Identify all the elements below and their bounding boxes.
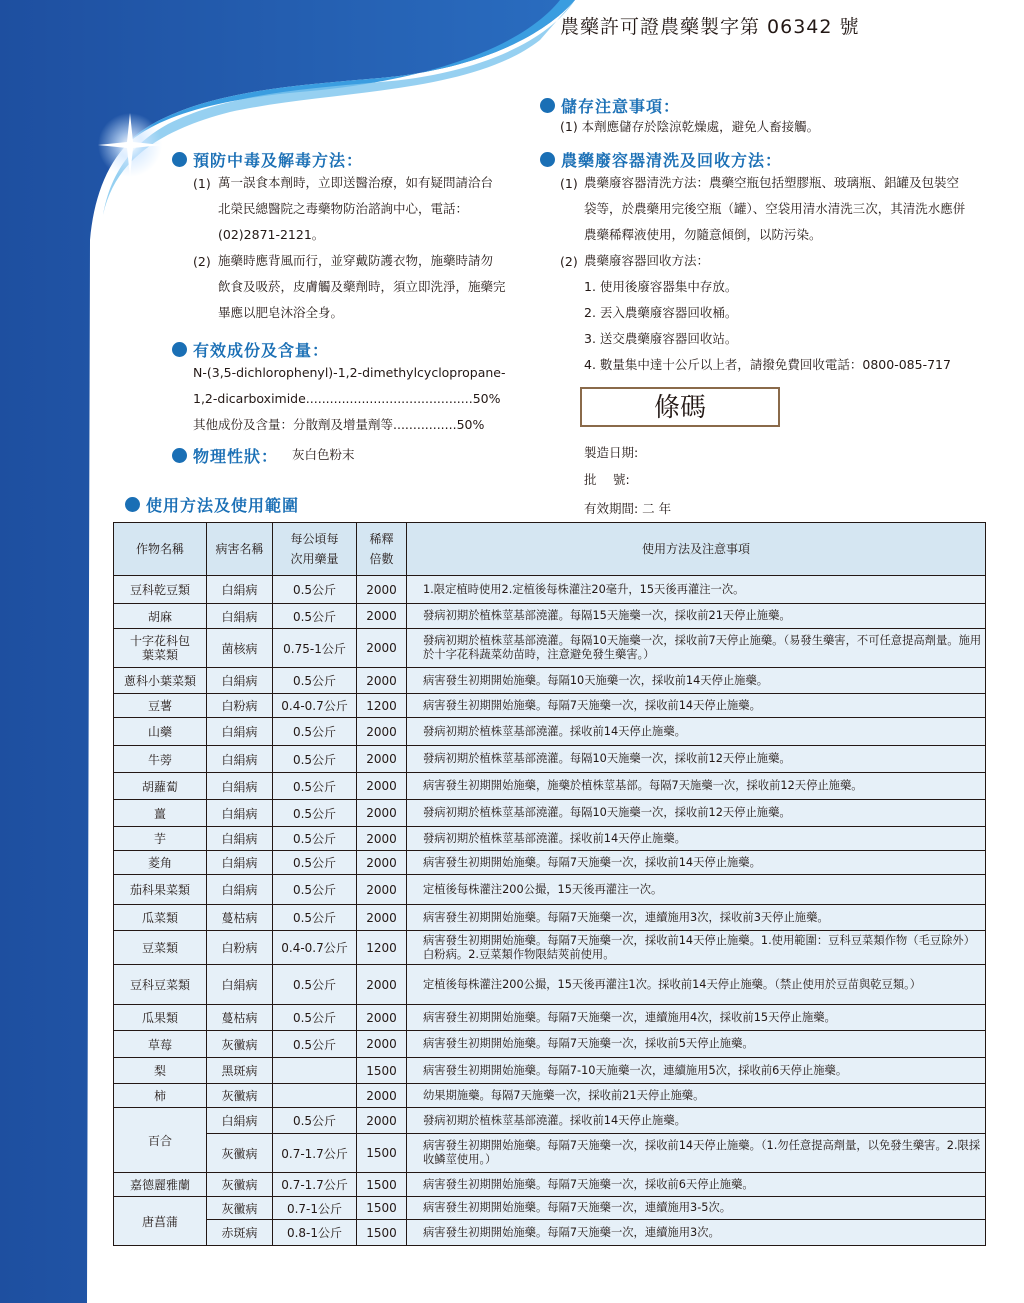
disease-cell: 白絹病 — [207, 965, 273, 1005]
crop-cell: 豆科乾豆類 — [114, 576, 207, 604]
disease-cell: 蔓枯病 — [207, 905, 273, 931]
dilution-cell: 2000 — [357, 851, 407, 875]
dosage-cell: 0.5公斤 — [273, 965, 357, 1005]
dosage-cell: 0.4-0.7公斤 — [273, 931, 357, 965]
header-dilution: 稀釋倍數 — [357, 523, 407, 576]
dilution-cell: 2000 — [357, 773, 407, 800]
table-row — [114, 1084, 986, 1108]
poison-line-4: 施藥時應背風而行，並穿戴防護衣物，施藥時請勿 — [218, 253, 494, 268]
disease-cell: 蔓枯病 — [207, 1005, 273, 1031]
header-dosage: 每公頃每次用藥量 — [273, 523, 357, 576]
crop-cell: 柿 — [114, 1084, 207, 1108]
ingredient-heading: 有效成份及含量： — [172, 338, 329, 361]
container-line-3: 農藥稀釋液使用，勿隨意傾倒，以防污染。 — [584, 227, 822, 242]
disease-cell: 灰黴病 — [207, 1173, 273, 1197]
bullet-dot-icon — [540, 152, 555, 167]
table-row — [114, 576, 986, 604]
permit-number: 農藥許可證農藥製字第 06342 號 — [560, 16, 860, 38]
disease-cell: 白絹病 — [207, 851, 273, 875]
dilution-cell: 2000 — [357, 965, 407, 1005]
method-cell: 病害發生初期開始施藥。每隔7天施藥一次，採收前14天停止施藥。1.使用範圍：豆科豆菜類作物（毛豆除外）白粉病。2.豆菜類作物限結莢前使用。 — [407, 931, 986, 965]
table-row — [114, 718, 986, 746]
poison-line-5: 飲食及吸菸，皮膚觸及藥劑時，須立即洗淨，施藥完 — [218, 279, 506, 294]
disease-cell: 白絹病 — [207, 1108, 273, 1134]
physical-heading: 物理性狀： — [172, 444, 278, 467]
method-cell: 定植後每株灌注200公撮，15天後再灌注一次。 — [407, 875, 986, 905]
dilution-cell: 2000 — [357, 905, 407, 931]
bullet-dot-icon — [540, 98, 555, 113]
method-cell: 病害發生初期開始施藥。每隔7天施藥一次，採收前5天停止施藥。 — [407, 1031, 986, 1058]
disease-cell: 灰黴病 — [207, 1134, 273, 1173]
crop-cell: 茄科果菜類 — [114, 875, 207, 905]
method-cell: 定植後每株灌注200公撮，15天後再灌注1次。採收前14天停止施藥。（禁止使用於豆苗與乾豆類。） — [407, 965, 986, 1005]
method-cell: 病害發生初期開始施藥，施藥於植株莖基部。每隔7天施藥一次，採收前12天停止施藥。 — [407, 773, 986, 800]
disease-cell: 白絹病 — [207, 746, 273, 773]
disease-cell: 灰黴病 — [207, 1197, 273, 1220]
method-cell: 病害發生初期開始施藥。每隔10天施藥一次，採收前14天停止施藥。 — [407, 668, 986, 694]
disease-cell: 白絹病 — [207, 668, 273, 694]
manufacture-date-label: 製造日期: — [584, 445, 639, 460]
dilution-cell: 1500 — [357, 1134, 407, 1173]
ingredient-line-2: 1,2-dicarboximide..........................................50% — [193, 391, 501, 406]
crop-cell: 十字花科包葉菜類 — [114, 629, 207, 668]
dosage-cell: 0.5公斤 — [273, 827, 357, 851]
crop-cell: 豆菜類 — [114, 931, 207, 965]
container-heading: 農藥廢容器清洗及回收方法： — [540, 148, 782, 171]
disease-cell: 白絹病 — [207, 604, 273, 629]
dosage-cell: 0.5公斤 — [273, 1031, 357, 1058]
method-cell: 病害發生初期開始施藥。每隔7天施藥一次，採收前14天停止施藥。 — [407, 851, 986, 875]
expiry-label: 有效期間: 二 年 — [584, 501, 672, 516]
dosage-cell: 0.5公斤 — [273, 604, 357, 629]
dilution-cell: 1200 — [357, 694, 407, 718]
table-row — [114, 1173, 986, 1197]
method-cell: 病害發生初期開始施藥。每隔7天施藥一次，採收前6天停止施藥。 — [407, 1173, 986, 1197]
crop-cell: 瓜菜類 — [114, 905, 207, 931]
dosage-cell: 0.4-0.7公斤 — [273, 694, 357, 718]
container-num-2: (2) — [560, 254, 578, 269]
table-row — [114, 851, 986, 875]
disease-cell: 灰黴病 — [207, 1084, 273, 1108]
ingredient-line-3: 其他成份及含量：分散劑及增量劑等................50% — [193, 417, 485, 432]
method-cell: 病害發生初期開始施藥。每隔7天施藥一次，連續施用3次，採收前3天停止施藥。 — [407, 905, 986, 931]
dosage-cell: 0.5公斤 — [273, 875, 357, 905]
table-row — [114, 694, 986, 718]
crop-cell: 豆薯 — [114, 694, 207, 718]
method-cell: 1.限定植時使用2.定植後每株灌注20毫升，15天後再灌注一次。 — [407, 576, 986, 604]
header-method: 使用方法及注意事項 — [407, 523, 986, 576]
dosage-cell: 0.5公斤 — [273, 576, 357, 604]
container-line-5: 1. 使用後廢容器集中存放。 — [584, 279, 738, 294]
table-row — [114, 1108, 986, 1134]
crop-cell: 嘉德麗雅蘭 — [114, 1173, 207, 1197]
dilution-cell: 2000 — [357, 668, 407, 694]
method-cell: 病害發生初期開始施藥。每隔7天施藥一次，連續施用3次。 — [407, 1220, 986, 1246]
table-row — [114, 1005, 986, 1031]
dilution-cell: 2000 — [357, 1005, 407, 1031]
poison-num-1: (1) — [193, 176, 211, 191]
crop-cell: 芋 — [114, 827, 207, 851]
dosage-cell: 0.7-1.7公斤 — [273, 1134, 357, 1173]
disease-cell: 白絹病 — [207, 875, 273, 905]
table-header-row — [114, 523, 986, 576]
header-disease: 病害名稱 — [207, 523, 273, 576]
dosage-cell: 0.5公斤 — [273, 1005, 357, 1031]
dosage-cell: 0.5公斤 — [273, 718, 357, 746]
container-line-6: 2. 丟入農藥廢容器回收桶。 — [584, 305, 738, 320]
container-line-2: 袋等，於農藥用完後空瓶（罐）、空袋用清水清洗三次，其清洗水應併 — [584, 201, 966, 216]
bullet-dot-icon — [125, 497, 140, 512]
table-row — [114, 604, 986, 629]
poison-line-2: 北榮民總醫院之毒藥物防治諮詢中心，電話： — [218, 201, 469, 216]
storage-heading: 儲存注意事項： — [540, 94, 680, 117]
crop-cell: 菱角 — [114, 851, 207, 875]
table-row — [114, 629, 986, 668]
dilution-cell: 1500 — [357, 1173, 407, 1197]
dilution-cell: 2000 — [357, 1108, 407, 1134]
disease-cell: 菌核病 — [207, 629, 273, 668]
usage-heading: 使用方法及使用範圍 — [125, 493, 299, 516]
dilution-cell: 2000 — [357, 604, 407, 629]
table-row — [114, 1031, 986, 1058]
poison-heading: 預防中毒及解毒方法： — [172, 148, 363, 171]
method-cell: 發病初期於植株莖基部澆灌。每隔10天施藥一次，採收前7天停止施藥。（易發生藥害，不可任意提高劑量。施用於十字花科蔬菜幼苗時，注意避免發生藥害。） — [407, 629, 986, 668]
disease-cell: 黑斑病 — [207, 1058, 273, 1084]
dosage-cell: 0.5公斤 — [273, 773, 357, 800]
dilution-cell: 2000 — [357, 746, 407, 773]
method-cell: 病害發生初期開始施藥。每隔7天施藥一次，採收前14天停止施藥。（1.勿任意提高劑量，以免發生藥害。2.限採收鱗莖使用。） — [407, 1134, 986, 1173]
table-row — [114, 827, 986, 851]
method-cell: 發病初期於植株莖基部澆灌。每隔10天施藥一次，採收前12天停止施藥。 — [407, 746, 986, 773]
dosage-cell: 0.8-1公斤 — [273, 1220, 357, 1246]
header-crop: 作物名稱 — [114, 523, 207, 576]
dilution-cell: 2000 — [357, 875, 407, 905]
container-num-1: (1) — [560, 176, 578, 191]
dilution-cell: 2000 — [357, 576, 407, 604]
disease-cell: 灰黴病 — [207, 1031, 273, 1058]
disease-cell: 白絹病 — [207, 718, 273, 746]
storage-line-1: (1) 本劑應儲存於陰涼乾燥處，避免人畜接觸。 — [560, 119, 820, 134]
crop-cell: 瓜果類 — [114, 1005, 207, 1031]
dosage-cell: 0.5公斤 — [273, 746, 357, 773]
dosage-cell: 0.5公斤 — [273, 1108, 357, 1134]
method-cell: 病害發生初期開始施藥。每隔7-10天施藥一次，連續施用5次，採收前6天停止施藥。 — [407, 1058, 986, 1084]
crop-cell: 胡麻 — [114, 604, 207, 629]
disease-cell: 白絹病 — [207, 800, 273, 827]
disease-cell: 白粉病 — [207, 694, 273, 718]
dosage-cell: 0.5公斤 — [273, 668, 357, 694]
table-row — [114, 668, 986, 694]
bullet-dot-icon — [172, 342, 187, 357]
physical-value: 灰白色粉末 — [292, 447, 355, 462]
table-row — [114, 1058, 986, 1084]
table-row — [114, 931, 986, 965]
method-cell: 發病初期於植株莖基部澆灌。採收前14天停止施藥。 — [407, 718, 986, 746]
dosage-cell: 0.5公斤 — [273, 905, 357, 931]
crop-cell: 唐菖蒲 — [114, 1197, 207, 1246]
ingredient-line-1: N-(3,5-dichlorophenyl)-1,2-dimethylcyclopropane- — [193, 365, 506, 380]
bullet-dot-icon — [172, 152, 187, 167]
dosage-cell: 0.7-1公斤 — [273, 1197, 357, 1220]
disease-cell: 白絹病 — [207, 773, 273, 800]
crop-cell: 牛蒡 — [114, 746, 207, 773]
dilution-cell: 2000 — [357, 1084, 407, 1108]
disease-cell: 白粉病 — [207, 931, 273, 965]
dilution-cell: 2000 — [357, 800, 407, 827]
dilution-cell: 1500 — [357, 1197, 407, 1220]
crop-cell: 梨 — [114, 1058, 207, 1084]
table-row — [114, 965, 986, 1005]
bullet-dot-icon — [172, 448, 187, 463]
method-cell: 病害發生初期開始施藥。每隔7天施藥一次，連續施用3-5次。 — [407, 1197, 986, 1220]
table-row — [114, 875, 986, 905]
crop-cell: 百合 — [114, 1108, 207, 1173]
method-cell: 發病初期於植株莖基部澆灌。採收前14天停止施藥。 — [407, 827, 986, 851]
poison-line-3: (02)2871-2121。 — [218, 227, 325, 242]
container-line-1: 農藥廢容器清洗方法：農藥空瓶包括塑膠瓶、玻璃瓶、鋁罐及包裝空 — [584, 175, 960, 190]
table-row — [114, 800, 986, 827]
disease-cell: 白絹病 — [207, 576, 273, 604]
table-row — [114, 773, 986, 800]
container-line-8: 4. 數量集中達十公斤以上者，請撥免費回收電話：0800-085-717 — [584, 357, 951, 372]
dosage-cell: 0.5公斤 — [273, 851, 357, 875]
barcode-box: 條碼 — [580, 387, 780, 427]
dosage-cell: 0.75-1公斤 — [273, 629, 357, 668]
usage-table — [113, 522, 986, 1246]
poison-num-2: (2) — [193, 254, 211, 269]
dilution-cell: 1200 — [357, 931, 407, 965]
dilution-cell: 2000 — [357, 1031, 407, 1058]
crop-cell: 蔥科小葉菜類 — [114, 668, 207, 694]
dosage-cell — [273, 1058, 357, 1084]
batch-number-label: 批 號: — [584, 472, 630, 487]
disease-cell: 白絹病 — [207, 827, 273, 851]
method-cell: 發病初期於植株莖基部澆灌。每隔10天施藥一次，採收前12天停止施藥。 — [407, 800, 986, 827]
disease-cell: 赤斑病 — [207, 1220, 273, 1246]
method-cell: 幼果期施藥。每隔7天施藥一次，採收前21天停止施藥。 — [407, 1084, 986, 1108]
method-cell: 病害發生初期開始施藥。每隔7天施藥一次，連續施用4次，採收前15天停止施藥。 — [407, 1005, 986, 1031]
crop-cell: 胡蘿蔔 — [114, 773, 207, 800]
container-line-7: 3. 送交農藥廢容器回收站。 — [584, 331, 738, 346]
container-line-4: 農藥廢容器回收方法： — [584, 253, 710, 268]
dilution-cell: 2000 — [357, 629, 407, 668]
table-row — [114, 905, 986, 931]
dilution-cell: 2000 — [357, 827, 407, 851]
dosage-cell — [273, 1084, 357, 1108]
table-row — [114, 1134, 986, 1173]
dosage-cell: 0.5公斤 — [273, 800, 357, 827]
dilution-cell: 1500 — [357, 1220, 407, 1246]
crop-cell: 豆科豆菜類 — [114, 965, 207, 1005]
table-row — [114, 746, 986, 773]
dilution-cell: 1500 — [357, 1058, 407, 1084]
method-cell: 發病初期於植株莖基部澆灌。每隔15天施藥一次，採收前21天停止施藥。 — [407, 604, 986, 629]
poison-line-1: 萬一誤食本劑時，立即送醫治療，如有疑問請洽台 — [218, 175, 494, 190]
crop-cell: 草莓 — [114, 1031, 207, 1058]
table-row — [114, 1220, 986, 1246]
dilution-cell: 2000 — [357, 718, 407, 746]
crop-cell: 薑 — [114, 800, 207, 827]
table-row — [114, 1197, 986, 1220]
method-cell: 病害發生初期開始施藥。每隔7天施藥一次，採收前14天停止施藥。 — [407, 694, 986, 718]
poison-line-6: 畢應以肥皂沐浴全身。 — [218, 305, 344, 320]
method-cell: 發病初期於植株莖基部澆灌。採收前14天停止施藥。 — [407, 1108, 986, 1134]
crop-cell: 山藥 — [114, 718, 207, 746]
dosage-cell: 0.7-1.7公斤 — [273, 1173, 357, 1197]
